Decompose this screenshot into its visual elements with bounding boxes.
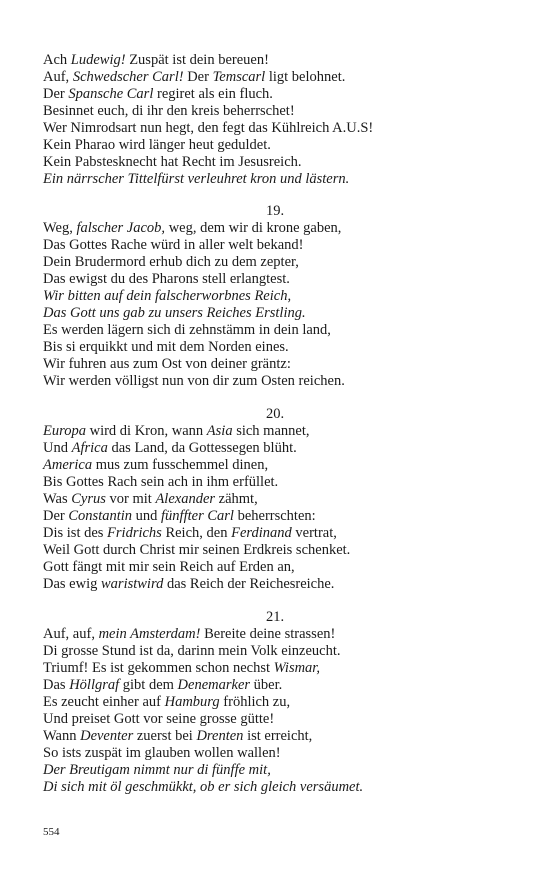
text-segment: Bereite deine strassen!	[200, 626, 336, 642]
verse-line	[43, 171, 523, 188]
italic-text: Alexander	[155, 491, 216, 507]
text-segment: Der	[183, 69, 213, 85]
verse-line	[43, 576, 523, 593]
text-segment: regiret als ein fluch.	[153, 86, 273, 102]
italic-text: fünffter Carl	[161, 508, 234, 524]
text-segment: vor mit	[105, 491, 156, 507]
verse-line	[43, 52, 523, 69]
text-segment: mus zum fusschemmel dinen,	[92, 457, 269, 473]
text-segment: Das	[43, 677, 70, 693]
text-segment: das Land, da Gottessegen blüht.	[107, 440, 297, 456]
text-segment: das Reich der Reichesreiche.	[163, 576, 335, 592]
italic-text: Der Breutigam nimmt nur di fünffe mit,	[43, 762, 271, 778]
text-segment: gibt dem	[119, 677, 178, 693]
text-segment: Auf,	[43, 69, 73, 85]
verse-line	[43, 457, 523, 474]
italic-text: mein Amsterdam!	[98, 626, 201, 642]
verse-line	[43, 779, 523, 796]
verse-line	[43, 120, 523, 137]
text-segment: Bis si erquikkt und mit dem Norden eines.	[43, 339, 289, 355]
italic-text: Ludewig!	[70, 52, 126, 68]
text-segment: Wer Nimrodsart nun hegt, den fegt das Kühlreich A.U.S!	[43, 120, 374, 136]
text-segment: Ach	[43, 52, 71, 68]
text-segment: Dein Brudermord erhub dich zu dem zepter,	[43, 254, 299, 270]
verse-line	[43, 542, 523, 559]
text-segment: und	[132, 508, 162, 524]
italic-text: Constantin	[68, 508, 133, 524]
italic-text: Di sich mit öl geschmükkt, ob er sich gleich versäumet.	[43, 779, 364, 795]
verse-line	[43, 86, 523, 103]
stanza	[43, 52, 523, 188]
italic-text: waristwird	[101, 576, 164, 592]
verse-line	[43, 288, 523, 305]
text-segment: So ists zuspät im glauben wollen wallen!	[43, 745, 281, 761]
italic-text: Drenten	[196, 728, 244, 744]
verse-line	[43, 508, 523, 525]
verse-line	[43, 254, 523, 271]
text-segment: Das ewigst du des Pharons stell erlangtest.	[43, 271, 290, 287]
verse-line	[43, 103, 523, 120]
text-segment: Gott fängt mit mir sein Reich auf Erden an,	[43, 559, 295, 575]
italic-text: Cyrus	[71, 491, 106, 507]
verse-line	[43, 474, 523, 491]
italic-text: Europa	[43, 423, 86, 439]
text-segment: Auf, auf,	[43, 626, 99, 642]
text-segment: Triumf! Es ist gekommen schon nechst	[43, 660, 274, 676]
verse-line	[43, 660, 523, 677]
italic-text: Fridrichs	[107, 525, 162, 541]
text-segment: Und	[43, 440, 72, 456]
text-segment: vertrat,	[291, 525, 337, 541]
text-segment: ligt belohnet.	[265, 69, 346, 85]
verse-line	[43, 220, 523, 237]
verse-line	[43, 137, 523, 154]
italic-text: Africa	[71, 440, 108, 456]
text-segment: wird di Kron, wann	[85, 423, 207, 439]
verse-line	[43, 491, 523, 508]
italic-text: Hamburg	[164, 694, 220, 710]
text-segment: Es zeucht einher auf	[43, 694, 165, 710]
text-segment: Zuspät ist dein bereuen!	[125, 52, 269, 68]
stanza-number: 21.	[265, 609, 285, 625]
italic-text: Das Gott uns gab zu unsers Reiches Erstling.	[43, 305, 306, 321]
text-segment: Reich, den	[161, 525, 232, 541]
stanza	[43, 626, 523, 796]
text-segment: fröhlich zu,	[219, 694, 291, 710]
text-segment: Weil Gott durch Christ mir seinen Erdkreis schenket.	[43, 542, 351, 558]
italic-text: Wismar,	[273, 660, 320, 676]
text-segment: Kein Pabstesknecht hat Recht im Jesusreich.	[43, 154, 302, 170]
text-segment: Das ewig	[43, 576, 101, 592]
text-segment: Wir werden völligst nun von dir zum Osten reichen.	[43, 373, 345, 389]
verse-line	[43, 728, 523, 745]
verse-line	[43, 643, 523, 660]
text-segment: Wann	[43, 728, 81, 744]
verse-line	[43, 373, 523, 390]
text-segment: ist erreicht,	[243, 728, 313, 744]
text-segment: Das Gottes Rache würd in aller welt bekand!	[43, 237, 304, 253]
italic-text: Spansche Carl	[68, 86, 154, 102]
text-segment: Der	[43, 86, 69, 102]
verse-line	[43, 762, 523, 779]
verse-line	[43, 305, 523, 322]
text-segment: Wir fuhren aus zum Ost von deiner gräntz:	[43, 356, 291, 372]
italic-text: Schwedscher Carl!	[72, 69, 184, 85]
text-segment: sich mannet,	[232, 423, 310, 439]
text-segment: zuerst bei	[133, 728, 197, 744]
italic-text: America	[43, 457, 93, 473]
verse-line	[43, 677, 523, 694]
verse-line	[43, 69, 523, 86]
italic-text: Ein närrscher Tittelfürst verleuhret kron und lästern.	[43, 171, 350, 187]
stanza	[43, 220, 523, 390]
text-segment: Weg,	[43, 220, 77, 236]
page-number: 554	[43, 826, 60, 838]
verse-line	[43, 339, 523, 356]
verse-line	[43, 626, 523, 643]
text-segment: weg, dem wir di krone gaben,	[165, 220, 342, 236]
verse-line	[43, 711, 523, 728]
verse-line	[43, 237, 523, 254]
italic-text: Wir bitten auf dein falscherworbnes Reich,	[43, 288, 292, 304]
verse-line	[43, 322, 523, 339]
italic-text: Asia	[206, 423, 233, 439]
text-segment: Besinnet euch, di ihr den kreis beherrschet!	[43, 103, 295, 119]
text-segment: Und preiset Gott vor seine grosse gütte!	[43, 711, 275, 727]
text-segment: Kein Pharao wird länger heut geduldet.	[43, 137, 271, 153]
verse-line	[43, 745, 523, 762]
italic-text: Ferdinand	[231, 525, 292, 541]
verse-line	[43, 271, 523, 288]
text-segment: Was	[43, 491, 72, 507]
italic-text: falscher Jacob,	[76, 220, 166, 236]
text-segment: zähmt,	[215, 491, 258, 507]
text-segment: beherrschten:	[233, 508, 316, 524]
text-segment: über.	[250, 677, 283, 693]
verse-line	[43, 423, 523, 440]
text-segment: Di grosse Stund ist da, darinn mein Volk einzeucht.	[43, 643, 341, 659]
italic-text: Denemarker	[177, 677, 251, 693]
text-segment: Bis Gottes Rach sein ach in ihm erfüllet.	[43, 474, 279, 490]
text-segment: Dis ist des	[43, 525, 108, 541]
italic-text: Höllgraf	[69, 677, 120, 693]
verse-line	[43, 525, 523, 542]
verse-line	[43, 440, 523, 457]
italic-text: Deventer	[80, 728, 134, 744]
verse-line	[43, 154, 523, 171]
text-segment: Es werden lägern sich di zehnstämm in dein land,	[43, 322, 331, 338]
stanza	[43, 423, 523, 593]
text-segment: Der	[43, 508, 69, 524]
stanza-number: 20.	[265, 406, 285, 422]
verse-line	[43, 559, 523, 576]
verse-line	[43, 694, 523, 711]
italic-text: Temscarl	[212, 69, 266, 85]
stanza-number: 19.	[265, 203, 285, 219]
verse-line	[43, 356, 523, 373]
